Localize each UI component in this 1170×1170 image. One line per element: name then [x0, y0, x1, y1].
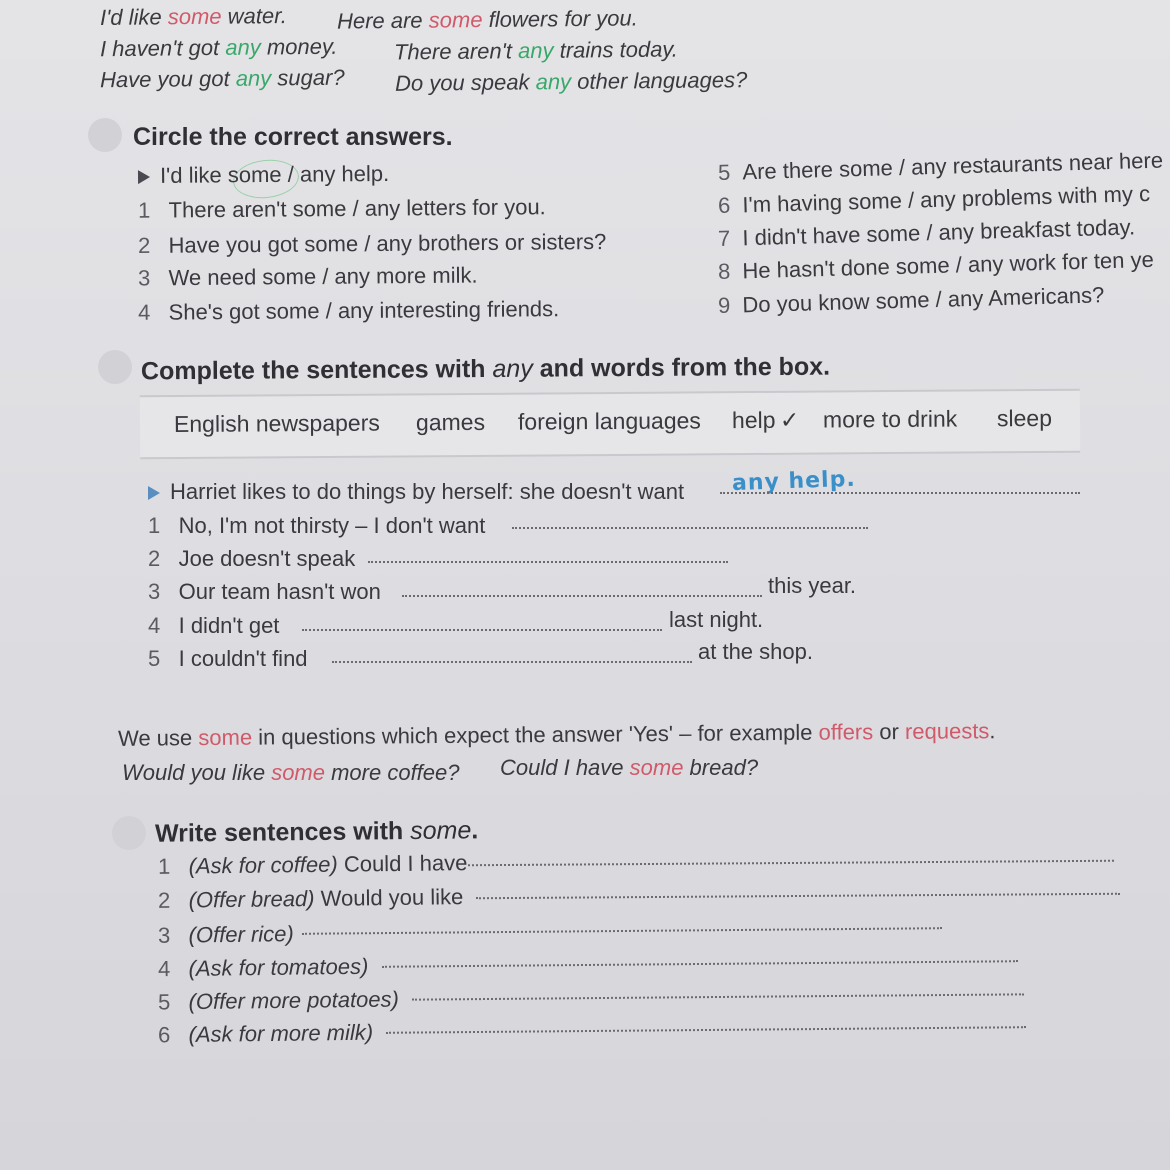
- example-arrow-icon: [138, 170, 150, 184]
- list-item: 2 (Offer bread) Would you like: [157, 884, 464, 913]
- rule-example-coffee: Would you like some more coffee?: [122, 760, 460, 785]
- checkmark-icon: ✓: [779, 406, 800, 433]
- list-item: 4 She's got some / any interesting friends.: [137, 296, 560, 325]
- list-item: 9 Do you know some / any Americans?: [717, 282, 1105, 318]
- exercise-number-badge: [98, 350, 132, 384]
- answer-line[interactable]: [302, 927, 942, 935]
- example-some-water: I'd like some water.: [99, 3, 287, 30]
- answer-line[interactable]: [412, 993, 1024, 1000]
- list-item: 2 Have you got some / any brothers or sisters?: [137, 228, 607, 259]
- exercise-2-example: Harriet likes to do things by herself: she doesn't want: [148, 479, 684, 505]
- exercise-2-title: Complete the sentences with any and words from the box.: [140, 352, 831, 386]
- sentence-ending: last night.: [669, 607, 764, 632]
- example-any-trains: There aren't any trains today.: [393, 36, 678, 65]
- exercise-1-example: I'd like some / any help.: [138, 161, 389, 189]
- list-item: 6 I'm having some / any problems with my c: [717, 180, 1151, 218]
- word-box-item: help: [731, 406, 776, 434]
- word-box: [140, 389, 1080, 460]
- example-any-languages: Do you speak any other languages?: [394, 67, 748, 96]
- list-item: 8 He hasn't done some / any work for ten ye: [717, 246, 1155, 284]
- answer-line[interactable]: [302, 629, 662, 631]
- example-any-sugar: Have you got any sugar?: [99, 64, 345, 93]
- rule-example-bread: Could I have some bread?: [500, 755, 759, 780]
- answer-line[interactable]: [368, 561, 728, 563]
- list-item: 7 I didn't have some / any breakfast today.: [717, 214, 1136, 251]
- list-item: 4 I didn't get: [148, 613, 280, 638]
- word-box-item: games: [415, 408, 486, 436]
- list-item: 5 Are there some / any restaurants near here: [717, 147, 1164, 185]
- list-item: 4 (Ask for tomatoes): [157, 953, 369, 982]
- example-any-money: I haven't got any money.: [99, 33, 338, 62]
- sentence-ending: at the shop.: [698, 639, 813, 664]
- word-box-item: more to drink: [822, 405, 958, 433]
- exercise-number-badge: [88, 118, 122, 152]
- list-item: 3 (Offer rice): [157, 921, 294, 948]
- list-item: 2 Joe doesn't speak: [148, 546, 356, 571]
- exercise-1-title: Circle the correct answers.: [133, 123, 453, 151]
- list-item: 1 (Ask for coffee) Could I have: [157, 850, 468, 879]
- answer-line[interactable]: [382, 960, 1018, 968]
- answer-line[interactable]: [468, 860, 1114, 867]
- exercise-3-title: Write sentences with some.: [154, 816, 479, 848]
- list-item: 5 I couldn't find: [148, 646, 308, 671]
- example-arrow-icon: [148, 486, 160, 500]
- list-item: 5 (Offer more potatoes): [157, 986, 400, 1015]
- example-some-flowers: Here are some flowers for you.: [336, 5, 638, 34]
- answer-line[interactable]: [476, 893, 1120, 899]
- grammar-rule: We use some in questions which expect the answer 'Yes' – for example offers or requests.: [117, 718, 996, 751]
- list-item: 1 No, I'm not thirsty – I don't want: [148, 513, 486, 538]
- word-box-item: foreign languages: [517, 407, 701, 435]
- list-item: 3 We need some / any more milk.: [137, 262, 478, 291]
- answer-line[interactable]: [332, 661, 692, 663]
- exercise-number-badge: [112, 816, 146, 850]
- list-item: 1 There aren't some / any letters for you.: [137, 194, 546, 223]
- answer-line: [720, 492, 1080, 494]
- list-item: 3 Our team hasn't won: [148, 579, 381, 604]
- answer-line[interactable]: [386, 1026, 1026, 1034]
- list-item: 6 (Ask for more milk): [157, 1019, 374, 1048]
- sentence-ending: this year.: [768, 573, 857, 598]
- handwritten-answer: any help.: [731, 466, 857, 497]
- answer-line[interactable]: [512, 527, 868, 529]
- answer-line[interactable]: [402, 595, 762, 597]
- word-box-item: sleep: [996, 404, 1053, 432]
- word-box-item: English newspapers: [173, 409, 380, 438]
